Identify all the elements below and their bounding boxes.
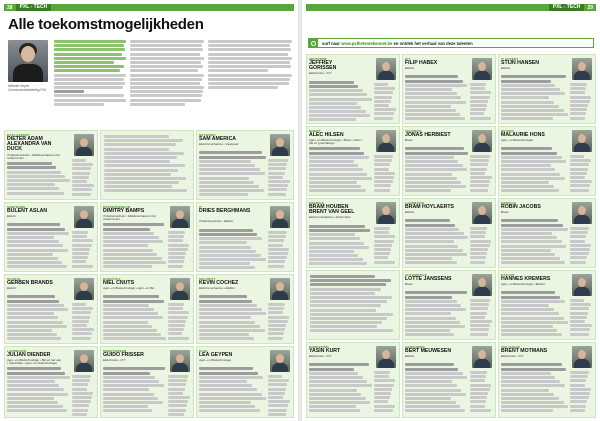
profile-card [498, 198, 596, 268]
profile-photo [270, 206, 290, 228]
banner-text: surf naar www.pxlhetentekennet.be en ontdek het verhaal van deze talenten [322, 40, 473, 46]
card-name: DIETER ADAM ALEXANDRA VAN DUCK [7, 136, 52, 153]
profile-card [306, 198, 400, 268]
card-tag: VEILIGHEID [501, 345, 521, 349]
card-subtitle: Agro- en Biotechnologie [501, 137, 534, 142]
card-body-text [7, 295, 71, 341]
card-subtitle: Agro- en Biotechnologie • Elektro [501, 281, 546, 286]
card-tag: SECURITY [199, 277, 216, 281]
card-tag: ENTREPRENEUR [103, 205, 131, 209]
profile-photo [270, 278, 290, 300]
card-tag: DATA EXPERT [7, 133, 30, 137]
page-number: 28 [7, 4, 13, 11]
card-subtitle: Elektronica - ICT [309, 71, 332, 76]
profile-card [498, 126, 596, 196]
card-side-text [570, 83, 592, 121]
card-name: KEVIN COCHEZ [199, 280, 239, 286]
card-subtitle: Elektro [7, 285, 17, 290]
card-body-text [7, 162, 71, 196]
profile-photo [376, 346, 396, 368]
right-page [302, 0, 600, 421]
card-body-text [501, 75, 569, 121]
profile-photo [572, 130, 592, 152]
profile-card [402, 342, 496, 418]
card-name: FILIP HABEX [405, 60, 438, 66]
banner-url[interactable]: www.pxlhetentekennet.be [341, 40, 393, 46]
profile-photo [472, 202, 492, 224]
profile-photo [572, 346, 592, 368]
card-subtitle: Agro- en Biotechnologie • Bio en het vak • Industriële • Agro- en biotechnologie [7, 357, 61, 366]
profile-photo [572, 274, 592, 296]
card-name: ALEC HILSEN [309, 132, 344, 138]
profile-card [306, 54, 400, 124]
card-tag: AUTOMOTIVE [405, 273, 427, 277]
card-body-text [405, 363, 469, 413]
card-body-text [501, 291, 569, 337]
card-side-text [72, 231, 94, 269]
portrait-photo [8, 40, 48, 82]
card-subtitle: Elektromechanica • Automotive [309, 215, 351, 220]
profile-photo [74, 206, 94, 228]
card-name: STIJN HANSEN [501, 60, 540, 66]
card-tag: TECHNIEK [405, 129, 422, 133]
card-name: LOTTE JANSSENS [405, 276, 452, 282]
card-side-text [72, 303, 94, 341]
profile-card [498, 342, 596, 418]
card-body-text [199, 295, 267, 341]
portrait-caption: Melanie Hoyes Communicatieafdeling PXL [8, 84, 47, 92]
card-side-text [570, 227, 592, 265]
card-side-text [268, 303, 290, 341]
card-body-text [405, 147, 469, 193]
card-name: SAM AMERICA [199, 136, 236, 142]
left-page [0, 0, 298, 421]
profile-card [196, 130, 294, 200]
card-body-text [199, 367, 267, 413]
profile-card [306, 342, 400, 418]
card-body-text [7, 223, 71, 269]
card-name: DIMITRY BAMPS [103, 208, 145, 214]
card-tag: DESIGN [501, 129, 514, 133]
card-subtitle: Agro- en Biotechnologie • Agro- en Bio [103, 285, 155, 290]
card-subtitle: Agro- en Biotechnologie [199, 357, 232, 362]
card-tag: IT EXPERT [501, 57, 519, 61]
card-side-text [374, 371, 396, 413]
profile-card [100, 346, 194, 418]
card-name: GERBEN BRANDS [7, 280, 53, 286]
card-tag: LANDBOUW [7, 349, 27, 353]
card-name: BRAM HOYLAERTS [405, 204, 454, 210]
profile-card [4, 274, 98, 344]
search-icon [308, 38, 318, 48]
card-tag: IT [199, 205, 203, 209]
profile-photo [572, 58, 592, 80]
page-number: 29 [587, 4, 593, 11]
card-subtitle: Bouw [501, 209, 509, 214]
profile-photo [270, 134, 290, 156]
card-name: LEA GEYPEN [199, 352, 233, 358]
card-body-text [405, 219, 469, 265]
card-name: JONAS HERBIEST [405, 132, 451, 138]
card-tag: ELEK [199, 349, 208, 353]
profile-card [196, 346, 294, 418]
card-tag: ICT [405, 57, 411, 61]
surf-banner[interactable] [308, 38, 594, 48]
card-name: HANNES KREMERS [501, 276, 551, 282]
card-subtitle: IT-dienstverlener • Elektro [199, 219, 234, 224]
profile-photo [376, 130, 396, 152]
card-body-text [501, 219, 569, 265]
profile-photo [270, 350, 290, 372]
intro-column-2 [130, 40, 204, 107]
card-subtitle: Elektro [405, 353, 415, 358]
card-side-text [374, 155, 396, 193]
card-name: BÜLENT ASLAN [7, 208, 48, 214]
card-name: MALAURIE HONS [501, 132, 545, 138]
profile-photo [74, 350, 94, 372]
profile-card [402, 54, 496, 124]
card-name: BRAM HOUBEN BRENT VAN GEEL [309, 204, 355, 216]
card-body-text [501, 363, 569, 413]
card-tag: SOFTWARE [7, 205, 26, 209]
card-tag: SMARTGREEN [103, 349, 127, 353]
card-side-text [374, 83, 396, 121]
card-name: GUIDO FRISSER [103, 352, 144, 358]
card-body-text [501, 147, 569, 193]
profile-card [100, 274, 194, 344]
card-side-text [168, 231, 190, 269]
card-tag: ROBOTICA [103, 277, 121, 281]
profile-card [4, 130, 98, 200]
card-tag: INDUSTRIE [309, 57, 327, 61]
card-side-text [374, 227, 396, 265]
card-side-text [72, 159, 94, 197]
intro-column-3 [208, 40, 292, 90]
card-tag: NETWORK [199, 133, 216, 137]
card-side-text [470, 299, 492, 337]
card-body-text [309, 147, 373, 193]
card-subtitle: Elektro [405, 65, 415, 70]
intro-column-1 [54, 40, 126, 107]
profile-photo [74, 278, 94, 300]
profile-photo [376, 58, 396, 80]
card-subtitle: Elektro [501, 65, 511, 70]
card-name: NIEL CNUTS [103, 280, 135, 286]
card-subtitle: Elektronica - ICT [309, 353, 332, 358]
card-side-text [168, 303, 190, 341]
card-side-text [470, 83, 492, 121]
card-side-text [470, 227, 492, 265]
card-tag: MARKETING [309, 345, 329, 349]
profile-card [402, 270, 496, 340]
card-side-text [268, 231, 290, 269]
card-side-text [570, 371, 592, 413]
profile-card [498, 54, 596, 124]
card-tag: NATUUR [501, 273, 515, 277]
card-subtitle: IT-dienstverlener • Middenschaal en het ondernemen [103, 213, 156, 222]
card-body-text [309, 363, 373, 413]
card-name: JULIAN DIENDER [7, 352, 51, 358]
card-side-text [470, 371, 492, 413]
card-side-text [268, 159, 290, 197]
profile-card [100, 202, 194, 272]
page-headline: Alle toekomstmogelijkheden [8, 16, 204, 33]
profile-card [402, 198, 496, 268]
card-name: YASIN KURT [309, 348, 341, 354]
profile-photo [472, 130, 492, 152]
card-body-text [103, 295, 167, 341]
card-body-text [309, 225, 373, 267]
profile-card [306, 126, 400, 196]
card-body-text [103, 223, 167, 269]
card-tag: LANDBOUW [405, 201, 425, 205]
card-tag: ROBOT [309, 129, 321, 133]
card-name: ROBIN JACOBS [501, 204, 541, 210]
card-subtitle: IT-dienstverlener • Middenschaal en het ondernemen [7, 152, 60, 161]
card-body-text [103, 367, 167, 413]
card-body-text [309, 81, 373, 123]
card-subtitle: Elektro [7, 213, 17, 218]
card-tag: SCHOOL [7, 277, 22, 281]
profile-card [196, 274, 294, 344]
card-subtitle: Elektronica - ICT [103, 357, 126, 362]
card-name: BRENT MOTMANS [501, 348, 548, 354]
card-side-text [268, 375, 290, 417]
card-tag: GEBOUWEN [405, 345, 425, 349]
profile-photo [376, 202, 396, 224]
card-body-text [405, 75, 469, 121]
profile-photo [472, 274, 492, 296]
card-subtitle: Elektronica - ICT [501, 353, 524, 358]
right-page-header [306, 4, 596, 11]
card-body-text [405, 291, 469, 337]
left-page-header [4, 4, 294, 11]
profile-card [402, 126, 496, 196]
card-subtitle: Bouw [405, 137, 413, 142]
card-subtitle: Agro- en Biotechnologie • Bouw • Klein • CE en groendesign [309, 137, 363, 146]
card-tag: ENERGIE [309, 201, 324, 205]
card-body-text [199, 229, 267, 271]
profile-card [4, 346, 98, 418]
card-body-text [199, 151, 267, 197]
profile-photo [170, 206, 190, 228]
card-subtitle: Elektro [405, 209, 415, 214]
card-name: DRIES BERGHMANS [199, 208, 251, 214]
profile-card-extension [100, 130, 194, 200]
card-side-text [570, 299, 592, 337]
card-name: BERT MEUWESEN [405, 348, 452, 354]
section-label: PXL - TECH [549, 4, 585, 11]
card-tag: MEDISCH [501, 201, 517, 205]
card-side-text [72, 375, 94, 417]
profile-card-extension [306, 270, 400, 340]
card-body-text [7, 367, 71, 413]
profile-card [4, 202, 98, 272]
profile-photo [472, 346, 492, 368]
section-label: PXL - TECH [16, 4, 52, 11]
profile-photo [572, 202, 592, 224]
card-subtitle: Elektromechanica • Vastgoed [199, 141, 239, 146]
profile-card [498, 270, 596, 340]
card-name: JEFFREY GORISSEN [309, 60, 337, 72]
profile-photo [472, 58, 492, 80]
profile-photo [170, 350, 190, 372]
card-side-text [168, 375, 190, 417]
profile-photo [74, 134, 94, 156]
profile-photo [170, 278, 190, 300]
card-subtitle: Elektromechanica • Elektro [199, 285, 235, 290]
card-side-text [570, 155, 592, 193]
card-side-text [470, 155, 492, 193]
card-subtitle: Bouw [405, 281, 413, 286]
profile-card [196, 202, 294, 272]
